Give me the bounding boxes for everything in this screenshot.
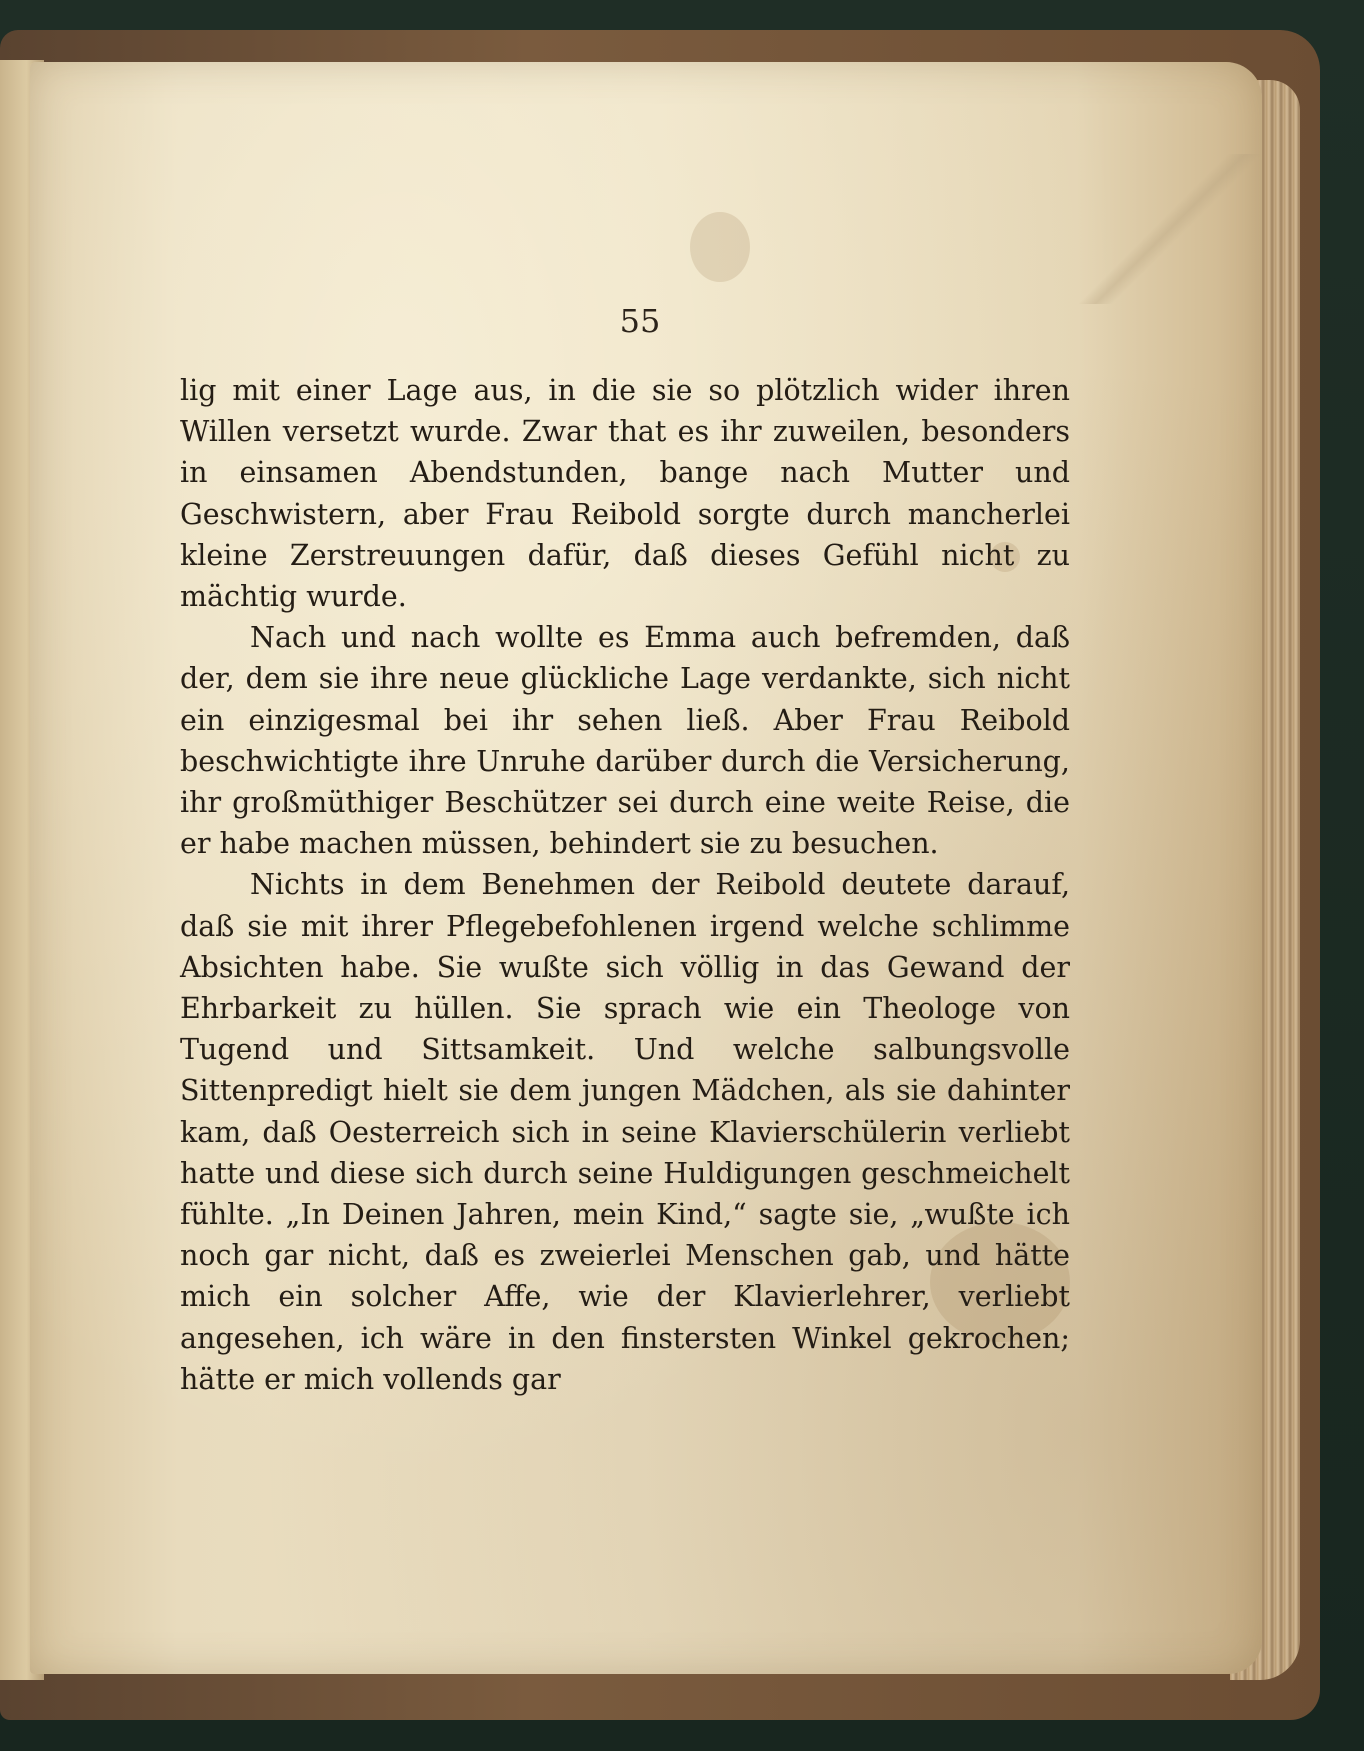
body-text <box>180 370 1070 1400</box>
paper-stain <box>690 212 750 282</box>
book-page <box>30 62 1262 1674</box>
corner-crease <box>1070 154 1270 304</box>
paragraph-1: lig mit einer Lage aus, in die sie so plötzlich wider ihren Willen versetzt wurde. Zwar that es ihr zuweilen, besonders in einsamen Abendstunden, bange nach Mutter und Geschwistern, aber Frau Reibold sorgte durch mancherlei kleine Zerstreuungen dafür, daß dieses Gefühl nicht zu mächtig wurde. <box>180 374 1070 614</box>
paragraph-3: Nichts in dem Benehmen der Reibold deutete darauf, daß sie mit ihrer Pflegebefohlenen irgend welche schlimme Absichten habe. Sie wußte sich völlig in das Gewand der Ehrbarkeit zu hüllen. Sie sprach wie ein Theologe von Tugend und Sittsamkeit. Und welche salbungsvolle Sittenpredigt hielt sie dem jungen Mädchen, als sie dahinter kam, daß Oesterreich sich in seine Klavierschülerin verliebt hatte und diese sich durch seine Huldigungen geschmeichelt fühlte. „In Deinen Jahren, mein Kind,“ sagte sie, „wußte ich noch gar nicht, daß es zweierlei Menschen gab, und hätte mich ein solcher Affe, wie der Klavierlehrer, verliebt angesehen, ich wäre in den finstersten Winkel gekrochen; hätte er mich vollends gar <box>180 868 1070 1396</box>
paragraph-2: Nach und nach wollte es Emma auch befremden, daß der, dem sie ihre neue glückliche Lage verdankte, sich nicht ein einzigesmal bei ihr sehen ließ. Aber Frau Reibold beschwichtigte ihre Unruhe darüber durch die Versicherung, ihr großmüthiger Beschützer sei durch eine weite Reise, die er habe machen müssen, behindert sie zu besuchen. <box>180 621 1070 861</box>
page-number: 55 <box>619 302 661 340</box>
